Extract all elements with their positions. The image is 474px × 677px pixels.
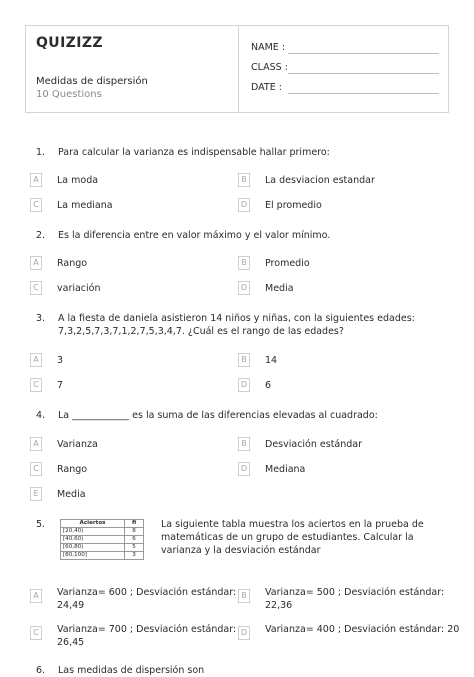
- name-label: NAME :: [251, 42, 286, 53]
- option-text: Rango: [57, 464, 88, 475]
- question-count: 10 Questions: [36, 89, 102, 100]
- question-text: A la fiesta de daniela asistieron 14 niños y niñas, con la siguientes edades: 7,3,2,5,7,3,7,1,2,7,5,3,4,7. ¿Cuál es el rango de las edades?: [58, 313, 415, 337]
- option-text: Media: [265, 283, 294, 294]
- table-cell: 3: [125, 552, 144, 560]
- worksheet-title: Medidas de dispersión: [36, 76, 148, 87]
- question-number: 1.: [36, 147, 46, 158]
- option-letter-box: E: [30, 487, 42, 501]
- table-header: Aciertos: [61, 520, 125, 528]
- option-text: La desviacion estandar: [265, 175, 375, 186]
- date-line: [288, 93, 439, 94]
- option-letter-box: C: [30, 378, 42, 392]
- question-number: 6.: [36, 665, 46, 676]
- option-letter-box: B: [238, 256, 250, 270]
- option-text: Varianza= 400 ; Desviación estándar: 20: [265, 624, 460, 635]
- table-cell: 5: [125, 544, 144, 552]
- option-text: Promedio: [265, 258, 310, 269]
- table-row: [61, 552, 144, 560]
- option-letter-box: D: [238, 281, 250, 295]
- option-text: Media: [57, 489, 86, 500]
- option-text: variación: [57, 283, 101, 294]
- option-text: Varianza= 700 ; Desviación estándar: 26,45: [57, 624, 237, 648]
- option-letter-box: C: [30, 198, 42, 212]
- question-number: 2.: [36, 230, 46, 241]
- date-field[interactable]: [251, 80, 439, 94]
- table-cell: [60,80): [61, 544, 125, 552]
- option-text: Mediana: [265, 464, 306, 475]
- class-field[interactable]: [251, 60, 439, 74]
- option-letter-box: A: [30, 589, 42, 603]
- header-divider: [238, 26, 239, 112]
- option-letter-box: A: [30, 353, 42, 367]
- option-letter-box: C: [30, 626, 42, 640]
- option-text: Varianza= 600 ; Desviación estándar: 24,49: [57, 587, 237, 611]
- option-text: Varianza: [57, 439, 98, 450]
- date-label: DATE :: [251, 82, 282, 93]
- question-number: 5.: [36, 519, 46, 530]
- option-letter-box: A: [30, 256, 42, 270]
- table-row: [61, 544, 144, 552]
- option-text: El promedio: [265, 200, 322, 211]
- option-text: 7: [57, 380, 64, 391]
- table-row: [61, 536, 144, 544]
- question-text: La ____________ es la suma de las diferencias elevadas al cuadrado:: [58, 410, 378, 421]
- option-letter-box: B: [238, 353, 250, 367]
- option-text: 14: [265, 355, 278, 366]
- frequency-table: [60, 519, 144, 560]
- table-header-row: [61, 520, 144, 528]
- option-text: Rango: [57, 258, 88, 269]
- option-letter-box: B: [238, 437, 250, 451]
- option-text: 6: [265, 380, 272, 391]
- name-line: [288, 53, 439, 54]
- option-letter-box: C: [30, 462, 42, 476]
- question-text: Es la diferencia entre en valor máximo y el valor mínimo.: [58, 230, 331, 241]
- option-letter-box: A: [30, 437, 42, 451]
- quizizz-logo: QUIZIZZ: [36, 35, 103, 51]
- option-letter-box: B: [238, 589, 250, 603]
- table-cell: [40,60): [61, 536, 125, 544]
- option-text: 3: [57, 355, 64, 366]
- question-text: Para calcular la varianza es indispensable hallar primero:: [58, 147, 330, 158]
- table-cell: [80,100]: [61, 552, 125, 560]
- class-label: CLASS :: [251, 62, 288, 73]
- option-text: La moda: [57, 175, 99, 186]
- option-letter-box: C: [30, 281, 42, 295]
- option-text: Desviación estándar: [265, 439, 363, 450]
- question-text: Las medidas de dispersión son: [58, 665, 205, 676]
- option-text: La mediana: [57, 200, 113, 211]
- table-cell: 6: [125, 536, 144, 544]
- class-line: [288, 73, 439, 74]
- question-text: La siguiente tabla muestra los aciertos en la prueba de matemáticas de un grupo de estudiantes. Calcular la varianza y la desviación estándar: [161, 519, 424, 556]
- option-letter-box: D: [238, 198, 250, 212]
- table-cell: [20,40): [61, 528, 125, 536]
- table-header: fi: [125, 520, 144, 528]
- option-letter-box: D: [238, 462, 250, 476]
- option-letter-box: B: [238, 173, 250, 187]
- name-field[interactable]: [251, 40, 439, 54]
- question-number: 3.: [36, 313, 46, 324]
- question-number: 4.: [36, 410, 46, 421]
- option-text: Varianza= 500 ; Desviación estándar: 22,36: [265, 587, 445, 611]
- option-letter-box: D: [238, 626, 250, 640]
- option-letter-box: A: [30, 173, 42, 187]
- table-cell: 8: [125, 528, 144, 536]
- option-letter-box: D: [238, 378, 250, 392]
- worksheet-header: [25, 25, 449, 113]
- table-row: [61, 528, 144, 536]
